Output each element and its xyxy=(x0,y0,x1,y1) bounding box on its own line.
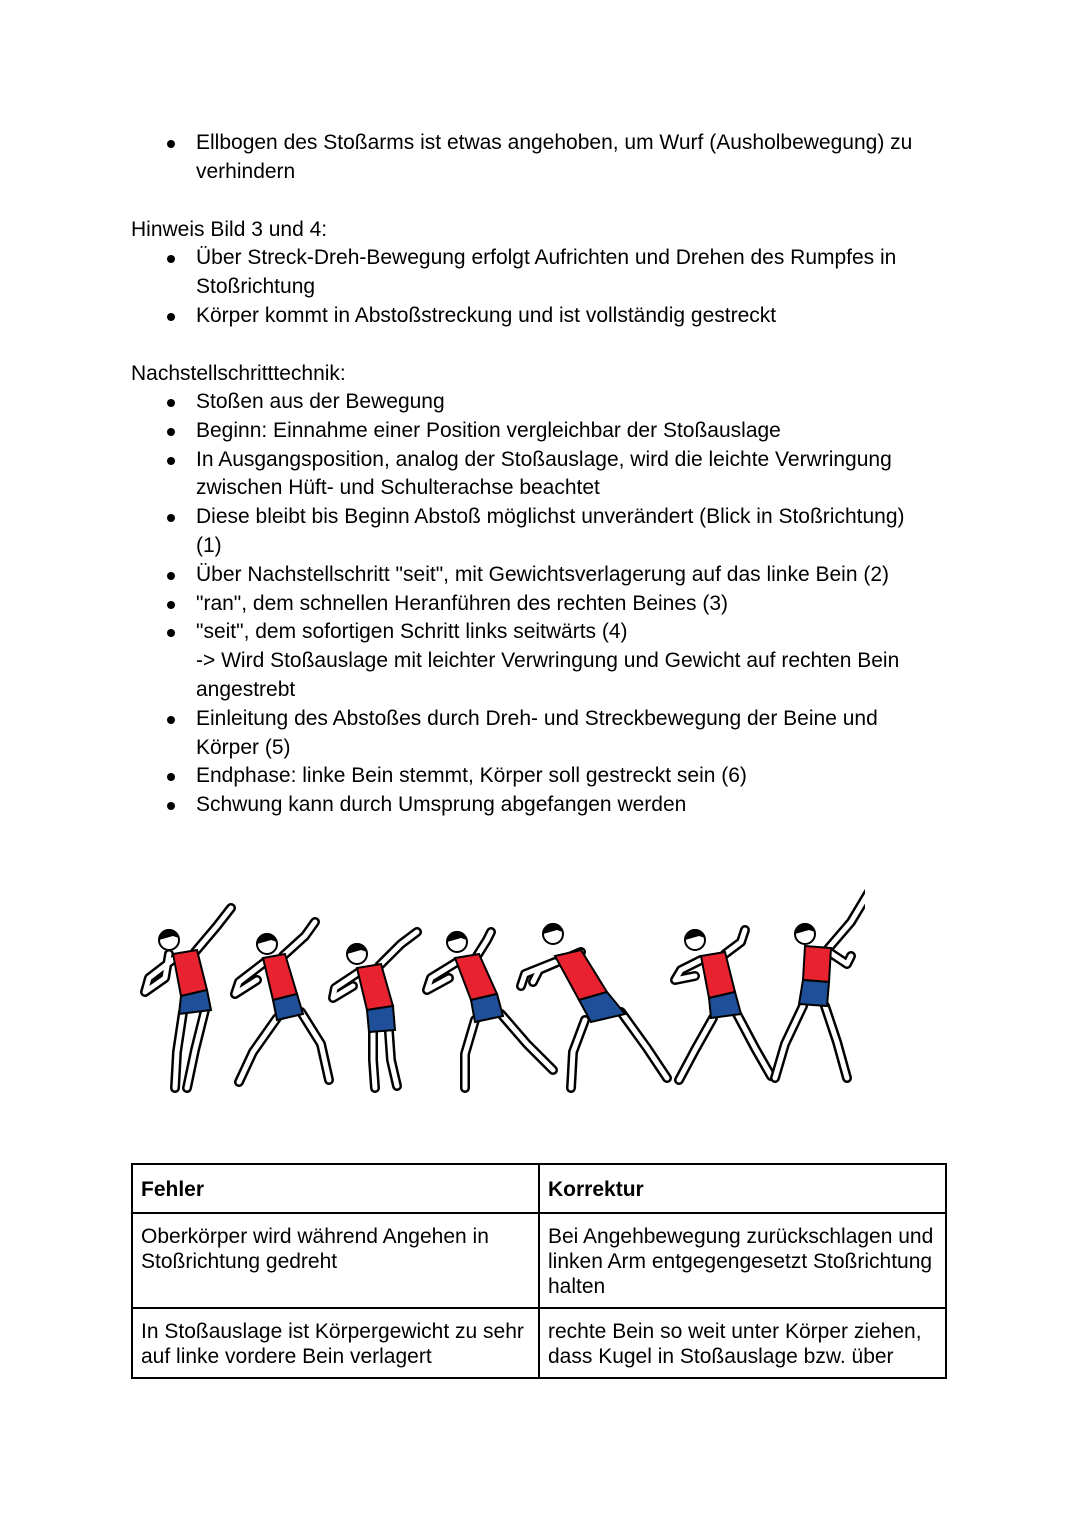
athlete-phase-7 xyxy=(775,886,865,1078)
bullet-icon xyxy=(167,716,175,724)
list-item: Über Nachstellschritt "seit", mit Gewichtsverlagerung auf das linke Bein (2) xyxy=(131,561,951,590)
athlete-leg-fill xyxy=(501,1014,553,1070)
athlete-arm-fill xyxy=(379,932,417,966)
bullet-icon xyxy=(167,601,175,609)
bullet-icon xyxy=(167,399,175,407)
list-item: "ran", dem schnellen Heranführen des rechten Beines (3) xyxy=(131,590,951,619)
bullet-icon xyxy=(167,255,175,263)
table-row xyxy=(132,1213,946,1308)
bullet-icon xyxy=(167,629,175,637)
athlete-shorts xyxy=(367,1006,395,1032)
table-cell-korrektur: Bei Angehbewegung zurückschlagen und linken Arm entgegengesetzt Stoßrichtung halten xyxy=(539,1213,946,1308)
athlete-phase-4 xyxy=(427,931,553,1088)
athlete-phase-6 xyxy=(675,929,771,1080)
table-cell-fehler: Oberkörper wird während Angehen in Stoßrichtung gedreht xyxy=(132,1213,539,1308)
athlete-shirt xyxy=(263,954,297,1000)
list-item: In Ausgangsposition, analog der Stoßauslage, wird die leichte Verwringung zwischen Hüft- und Schulterachse beachtet xyxy=(131,446,951,504)
section-heading-hinweis: Hinweis Bild 3 und 4: xyxy=(131,218,328,241)
section-heading-technik: Nachstellschritttechnik: xyxy=(131,362,346,385)
athlete-phase-1 xyxy=(145,908,231,1088)
list-item: Über Streck-Dreh-Bewegung erfolgt Aufrichten und Drehen des Rumpfes in Stoßrichtung xyxy=(131,244,951,302)
athlete-leg-fill xyxy=(679,1018,713,1080)
header-fehler: Fehler xyxy=(132,1164,539,1213)
athlete-leg-fill xyxy=(737,1014,771,1076)
athlete-shirt xyxy=(455,954,497,1000)
bullet-icon xyxy=(167,428,175,436)
athlete-shirt xyxy=(357,964,393,1010)
error-correction-table xyxy=(131,1163,947,1379)
bullet-list-hinweis xyxy=(131,244,951,330)
athlete-phase-2 xyxy=(235,922,329,1082)
athlete-shirt xyxy=(803,946,831,982)
athlete-arm-fill xyxy=(195,908,231,952)
athlete-leg-fill xyxy=(187,1010,205,1088)
list-item: Diese bleibt bis Beginn Abstoß möglichst unverändert (Blick in Stoßrichtung) (1) xyxy=(131,503,951,561)
bullet-icon xyxy=(167,140,175,148)
bullet-icon xyxy=(167,514,175,522)
bullet-list-top xyxy=(131,129,951,187)
list-item: Beginn: Einnahme einer Position vergleichbar der Stoßauslage xyxy=(131,417,951,446)
list-item: Körper kommt in Abstoßstreckung und ist vollständig gestreckt xyxy=(131,302,951,331)
table-cell-fehler: In Stoßauslage ist Körpergewicht zu sehr auf linke vordere Bein verlagert xyxy=(132,1308,539,1378)
bullet-icon xyxy=(167,773,175,781)
list-item: Endphase: linke Bein stemmt, Körper soll gestreckt sein (6) xyxy=(131,762,951,791)
athlete-shorts xyxy=(471,994,503,1022)
header-korrektur: Korrektur xyxy=(539,1164,946,1213)
bullet-icon xyxy=(167,802,175,810)
bullet-icon xyxy=(167,313,175,321)
list-item: "seit", dem sofortigen Schritt links seitwärts (4) -> Wird Stoßauslage mit leichter Verwringung und Gewicht auf rechten Bein angestrebt xyxy=(131,618,951,704)
athlete-shorts xyxy=(709,992,741,1018)
athlete-shirt xyxy=(173,950,207,996)
athlete-shirt xyxy=(701,952,735,998)
list-item: Schwung kann durch Umsprung abgefangen werden xyxy=(131,791,951,820)
athlete-leg-fill xyxy=(373,1032,375,1088)
bullet-icon xyxy=(167,572,175,580)
list-item: Stoßen aus der Bewegung xyxy=(131,388,951,417)
bullet-icon xyxy=(167,457,175,465)
bullet-list-technik xyxy=(131,388,951,820)
table-header-row xyxy=(132,1164,946,1213)
athlete-leg-fill xyxy=(825,1006,847,1078)
athlete-phase-3 xyxy=(333,932,417,1088)
athlete-leg-fill xyxy=(621,1012,667,1078)
table-row xyxy=(132,1308,946,1378)
table-cell-korrektur: rechte Bein so weit unter Körper ziehen, dass Kugel in Stoßauslage bzw. über xyxy=(539,1308,946,1378)
athlete-shirt xyxy=(555,950,607,1000)
list-item: Einleitung des Abstoßes durch Dreh- und Streckbewegung der Beine und Körper (5) xyxy=(131,705,951,763)
shot-put-sequence-illustration xyxy=(135,882,865,1097)
athlete-shorts xyxy=(799,980,829,1006)
athlete-arm-fill xyxy=(283,922,315,956)
list-item: Ellbogen des Stoßarms ist etwas angehoben, um Wurf (Ausholbewegung) zu verhindern xyxy=(131,129,951,187)
